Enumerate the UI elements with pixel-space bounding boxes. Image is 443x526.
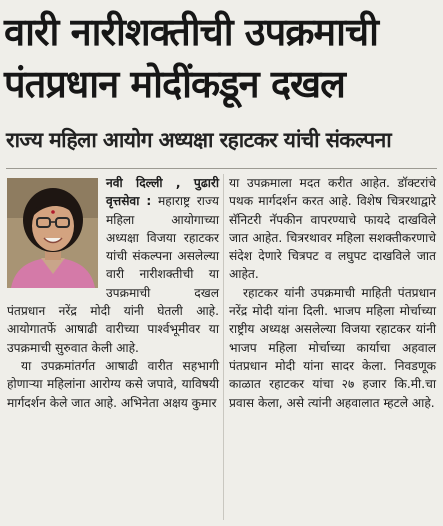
article-paragraph: या उपक्रमाला मदत करीत आहेत. डॉक्टरांचे पथक मार्गदर्शन करत आहे. विशेष चित्ररथाद्वारे सॅनिटरी नॅपकीन वापरण्याचे फायदे दाखविले जात आहेत. चित्ररथावर महिला सशक्तीकरणाचे संदेश देणारे चित्रपट व लघुपट दाखविले जात आहेत. xyxy=(229,176,436,282)
column-divider xyxy=(223,174,224,520)
headline-line-1: वारी नारीशक्तीची उपक्रमाची xyxy=(4,10,378,54)
portrait-photo xyxy=(7,178,98,288)
article-text: महाराष्ट्र राज्य महिला आयोगाच्या अध्यक्षा विजया रहाटकर यांची संकल्पना असलेल्या वारी नारीशक्तीची या उपक्रमाची दखल पंतप्रधान नरेंद्र मोदी यांनी घेतली आहे. आयोगातर्फे आषाढी वारीच्या पार्श्वभूमीवर या उपक्रमाची सुरुवात केली आहे. xyxy=(7,194,219,355)
article-paragraph: या उपक्रमांतर्गत आषाढी वारीत सहभागी होणाऱ्या महिलांना आरोग्य कसे जपावे, याविषयी मार्गदर्शन केले जात आहे. अभिनेता अक्षय कुमार xyxy=(7,358,219,410)
article-column-1 xyxy=(7,174,219,412)
divider xyxy=(6,168,437,169)
subheadline: राज्य महिला आयोग अध्यक्षा रहाटकर यांची संकल्पना xyxy=(6,128,392,152)
headline-line-2: पंतप्रधान मोदींकडून दखल xyxy=(4,62,345,106)
article-paragraph: रहाटकर यांनी उपक्रमाची माहिती पंतप्रधान नरेंद्र मोदी यांना दिली. भाजप महिला मोर्चाच्या राष्ट्रीय अध्यक्ष असलेल्या विजया रहाटकर यांनी भाजप महिला मोर्चाच्या कार्याचा अहवाल पंतप्रधान मोदी यांना सादर केला. निवडणूक काळात रहाटकर यांचा २७ हजार कि.मी.चा प्रवास केला, असे त्यांनी अहवालात म्हटले आहे. xyxy=(229,285,436,410)
dateline: नवी दिल्ली , पुढारी वृत्तसेवा : xyxy=(106,176,219,209)
article-column-2 xyxy=(229,174,436,412)
